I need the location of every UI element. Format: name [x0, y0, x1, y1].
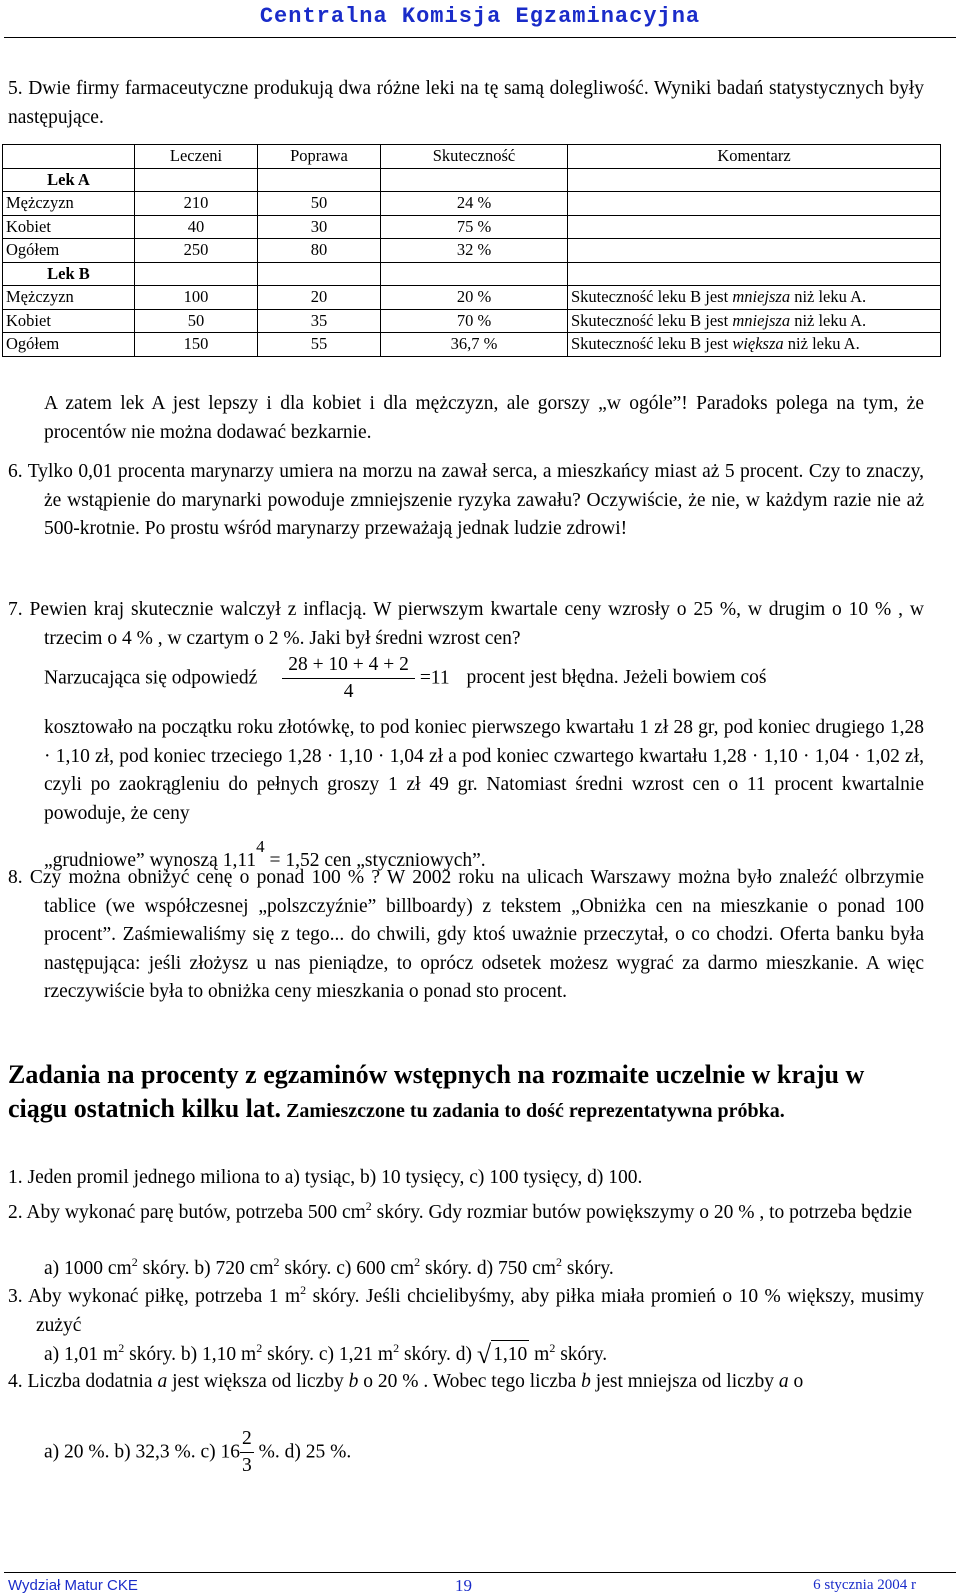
table-comment-cell: Skuteczność leku B jest mniejsza niż leku A.: [568, 309, 941, 333]
task-2: 2. Aby wykonać parę butów, potrzeba 500 $cm^2$ skóry. Gdy rozmiar butów powiększymy o 20 % , to potrzeba będzie: [8, 1199, 913, 1223]
table-cell: 40: [135, 215, 258, 239]
table-cell: 20: [258, 286, 381, 310]
table-header-cell: Skuteczność: [381, 145, 568, 169]
table-row: [3, 333, 941, 357]
table-cell: Kobiet: [3, 309, 135, 333]
item-6-text: 6. Tylko 0,01 procenta marynarzy umiera na morzu na zawał serca, a mieszkańcy miast aż 5 procent. Czy to znaczy, że wstąpienie do marynarki powoduje zmniejszenie ryzyka zawału? Oczywiście, że nie, w każdym razie nie aż 500-krotnie. Po prostu wśród marynarzy przeważają jednak ludzie zdrowi!: [8, 461, 924, 539]
item-7-answer-line: [44, 652, 924, 708]
table-header-row: [3, 145, 941, 169]
task-2-answers: a) 1000 $cm^2$ skóry. b) 720 $cm^2$ skóry. c) 600 $cm^2$ skóry. d) 750 $cm^2$ skóry.: [44, 1255, 614, 1279]
table-section-label: Lek A: [3, 168, 135, 192]
fraction-denominator: 4: [343, 681, 354, 702]
table-cell: [568, 192, 941, 216]
table-cell: 80: [258, 239, 381, 263]
footer-left: Wydział Matur CKE: [8, 1577, 138, 1594]
item-7-question: 7. Pewien kraj skutecznie walczył z inflacją. W pierwszym kwartale ceny wzrosły o 25 %, w drugim o 10 % , w trzecim o 4 % , w czartym o 2 %. Jaki był średni wzrost cen?: [8, 599, 924, 649]
radicand: 1,10: [491, 1340, 529, 1370]
table-row: [3, 286, 941, 310]
table-cell: 55: [258, 333, 381, 357]
answer-prefix: Narzucająca się odpowiedź: [44, 667, 258, 689]
answer-suffix: procent jest błędna. Jeżeli bowiem coś: [466, 667, 767, 689]
table-cell: 100: [135, 286, 258, 310]
footer-rule: [4, 1572, 956, 1573]
table-row: [3, 262, 941, 286]
table-cell: [568, 215, 941, 239]
table-row: [3, 239, 941, 263]
task-1: 1. Jeden promil jednego miliona to a) tysiąc, b) 10 tysięcy, c) 100 tysięcy, d) 100.: [8, 1167, 643, 1188]
item-8-text: 8. Czy można obniżyć cenę o ponad 100 % ? W 2002 roku na ulicach Warszawy można było znaleźć olbrzymie tablice (we współczesnej „polszczyźnie” billboardy) z tekstem „Obniżka cen na mieszkanie o ponad 100 procent”. Zaśmiewaliśmy się z tego... do chwili, gdy ktoś uważnie przeczytał, o co chodzi. Oferta banku była następująca: jeśli złożysz u nas pieniądze, to oprócz odsetek możesz wygrać za darmo mieszkanie. A więc rzeczywiście była to obniżka ceny mieszkania o ponad sto procent.: [8, 867, 924, 1002]
task-3-answers: a) 1,01 $m^2$ skóry. b) 1,10 $m^2$ skóry. c) 1,21 $m^2$ skóry. d) √ 1,10 $m^2$ skóry.: [44, 1340, 608, 1369]
two-thirds-fraction: $\frac{2}{3}$: [242, 1428, 252, 1476]
table-cell: Mężczyzn: [3, 192, 135, 216]
table-comment-cell: Skuteczność leku B jest mniejsza niż leku A.: [568, 286, 941, 310]
table-header-cell: Poprawa: [258, 145, 381, 169]
statistics-table: [2, 144, 941, 357]
footer-date: 6 stycznia 2004 r: [813, 1577, 916, 1593]
item-7-last-line: „grudniowe” wynoszą $1,11^4 = 1,52$ cen „styczniowych”.: [44, 837, 486, 871]
average-fraction: [282, 652, 415, 705]
square-root-icon: √: [476, 1340, 492, 1369]
table-cell: 75 %: [381, 215, 568, 239]
table-cell: 210: [135, 192, 258, 216]
table-cell: Ogółem: [3, 239, 135, 263]
header-rule: [4, 37, 956, 38]
table-row: [3, 309, 941, 333]
table-cell: Ogółem: [3, 333, 135, 357]
task-4: 4. Liczba dodatnia a jest większa od liczby b o 20 % . Wobec tego liczba b jest mniejsza od liczby a o: [8, 1371, 804, 1392]
header-title: Centralna Komisja Egzaminacyjna: [259, 4, 701, 29]
task-4-answers: a) 20 %. b) 32,3 %. c) 16 $\frac{2}{3}$ %. d) 25 %.: [44, 1426, 924, 1486]
table-cell: 50: [258, 192, 381, 216]
table-cell: 150: [135, 333, 258, 357]
table-cell: [568, 239, 941, 263]
table-header-cell: Komentarz: [568, 145, 941, 169]
table-cell: 50: [135, 309, 258, 333]
table-cell: 20 %: [381, 286, 568, 310]
task-3: 3. Aby wykonać piłkę, potrzeba 1 $m^2$ skóry. Jeśli chcielibyśmy, aby piłka miała promień o 10 % większy, musimy zużyć: [8, 1283, 925, 1336]
table-cell: 250: [135, 239, 258, 263]
table-cell: Kobiet: [3, 215, 135, 239]
table-header-cell: Leczeni: [135, 145, 258, 169]
paradox-paragraph: A zatem lek A jest lepszy i dla kobiet i dla mężczyzn, ale gorszy „w ogóle”! Paradoks polega na tym, że procentów nie można dodawać bezkarnie.: [44, 393, 924, 443]
table-cell: Mężczyzn: [3, 286, 135, 310]
table-cell: 35: [258, 309, 381, 333]
item-7-explanation: kosztowało na początku roku złotówkę, to pod koniec pierwszego kwartału 1 zł 28 gr, pod koniec drugiego 1,28 · 1,10 zł, pod koniec trzeciego 1,28 · 1,10 · 1,04 zł a pod koniec czwartego kwartału 1,28 · 1,10 · 1,04 · 1,02 zł, czyli po zaokrągleniu do pełnych groszy 1 zł 49 gr. Natomiast średni wzrost cen o 11 procent kwartalnie powoduje, że ceny: [44, 717, 924, 824]
table-header-cell: [3, 145, 135, 169]
item-5-text: 5. Dwie firmy farmaceutyczne produkują dwa różne leki na tę samą dolegliwość. Wyniki badań statystycznych były następujące.: [8, 78, 924, 128]
table-cell: 70 %: [381, 309, 568, 333]
table-cell: 24 %: [381, 192, 568, 216]
page-header: [0, 0, 960, 38]
table-cell: 32 %: [381, 239, 568, 263]
table-row: [3, 215, 941, 239]
table-comment-cell: Skuteczność leku B jest większa niż leku A.: [568, 333, 941, 357]
table-row: [3, 192, 941, 216]
answer-equals: =11: [419, 667, 450, 689]
page-number: 19: [455, 1576, 472, 1595]
fraction-numerator: 28 + 10 + 4 + 2: [282, 652, 415, 679]
table-row: [3, 168, 941, 192]
section-heading: Zadania na procenty z egzaminów wstępnych na rozmaite uczelnie w kraju w ciągu ostatnich kilku lat. Zamieszczone tu zadania to dość reprezentatywna próbka.: [8, 1060, 865, 1123]
table-section-label: Lek B: [3, 262, 135, 286]
table-cell: 30: [258, 215, 381, 239]
table-cell: 36,7 %: [381, 333, 568, 357]
